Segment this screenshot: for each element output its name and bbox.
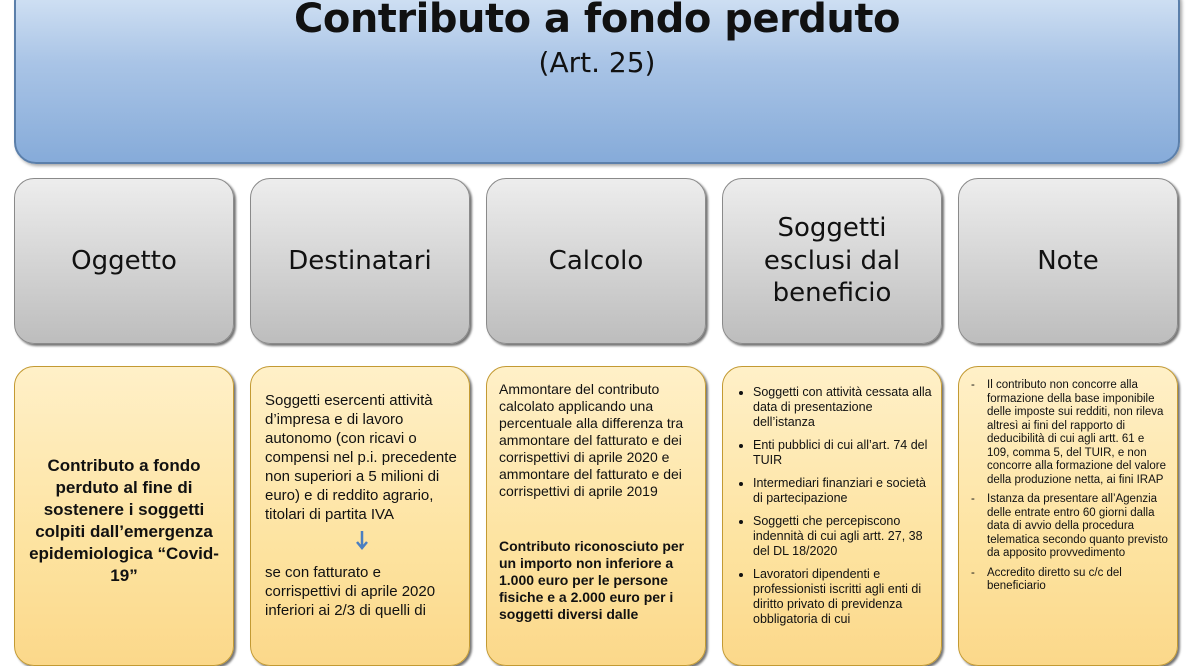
category-destinatari — [250, 178, 470, 344]
arrow-down-icon — [265, 524, 459, 563]
detail-soggetti-esclusi — [722, 366, 942, 666]
category-label: Destinatari — [288, 245, 432, 276]
destinatari-text: Soggetti esercenti attività d’impresa e di lavoro autonomo (con ricavi o compensi nel p.i. precedente non superiori a 5 milioni di euro) e di reddito agrario, titolari di partita IVA — [265, 392, 457, 523]
page-title: Contributo a fondo perduto — [293, 0, 901, 42]
category-note — [958, 178, 1178, 344]
list-item: • Soggetti che percepiscono indennità di cui agli artt. 27, 38 del DL 18/2020 — [753, 514, 933, 559]
list-item: • Lavoratori dipendenti e professionisti iscritti agli enti di diritto privato di previdenza obbligatoria di cui — [753, 567, 933, 627]
list-item: • Intermediari finanziari e società di partecipazione — [753, 476, 933, 506]
calcolo-minimum: Contributo riconosciuto per un importo non inferiore a 1.000 euro per le persone fisiche e a 2.000 euro per i soggetti diversi dalle — [499, 538, 685, 622]
detail-note — [958, 366, 1178, 666]
category-calcolo — [486, 178, 706, 344]
category-oggetto — [14, 178, 234, 344]
oggetto-text: Contributo a fondo perduto al fine di sostenere i soggetti colpiti dall’emergenza epidemiologica “Covid-19” — [29, 456, 219, 585]
list-item: - Accredito diretto su c/c del beneficiario — [987, 567, 1169, 594]
page-subtitle: (Art. 25) — [538, 46, 656, 79]
calcolo-text: Ammontare del contributo calcolato applicando una percentuale alla differenza tra ammontare del fatturato e dei corrispettivi di aprile 2020 e ammontare del fatturato e dei corrispettivi di aprile 2019 — [499, 381, 684, 499]
detail-oggetto — [14, 366, 234, 666]
list-item: • Enti pubblici di cui all’art. 74 del TUIR — [753, 438, 933, 468]
category-label: Calcolo — [548, 245, 644, 276]
list-item: - Il contributo non concorre alla formazione della base imponibile delle imposte sui redditi, non rileva altresì ai fini del rapporto di deducibilità di cui agli artt. 61 e 109, comma 5, del TUIR, e non concorre alla formazione del valore della produzione netta, ai fini IRAP — [987, 379, 1169, 487]
detail-calcolo — [486, 366, 706, 666]
category-label: Oggetto — [71, 245, 177, 276]
list-item: - Istanza da presentare all’Agenzia delle entrate entro 60 giorni dalla data di avvio della procedura telematica secondo quanto previsto da apposito provvedimento — [987, 493, 1169, 561]
list-item: • Soggetti con attività cessata alla data di presentazione dell’istanza — [753, 385, 933, 430]
category-soggetti-esclusi — [722, 178, 942, 344]
category-label: Soggetti esclusi dal beneficio — [763, 213, 901, 309]
category-label: Note — [1037, 245, 1099, 276]
destinatari-condition: se con fatturato e corrispettivi di aprile 2020 inferiori ai 2/3 di quelli di — [265, 564, 436, 619]
detail-destinatari — [250, 366, 470, 666]
title-banner — [14, 0, 1180, 164]
